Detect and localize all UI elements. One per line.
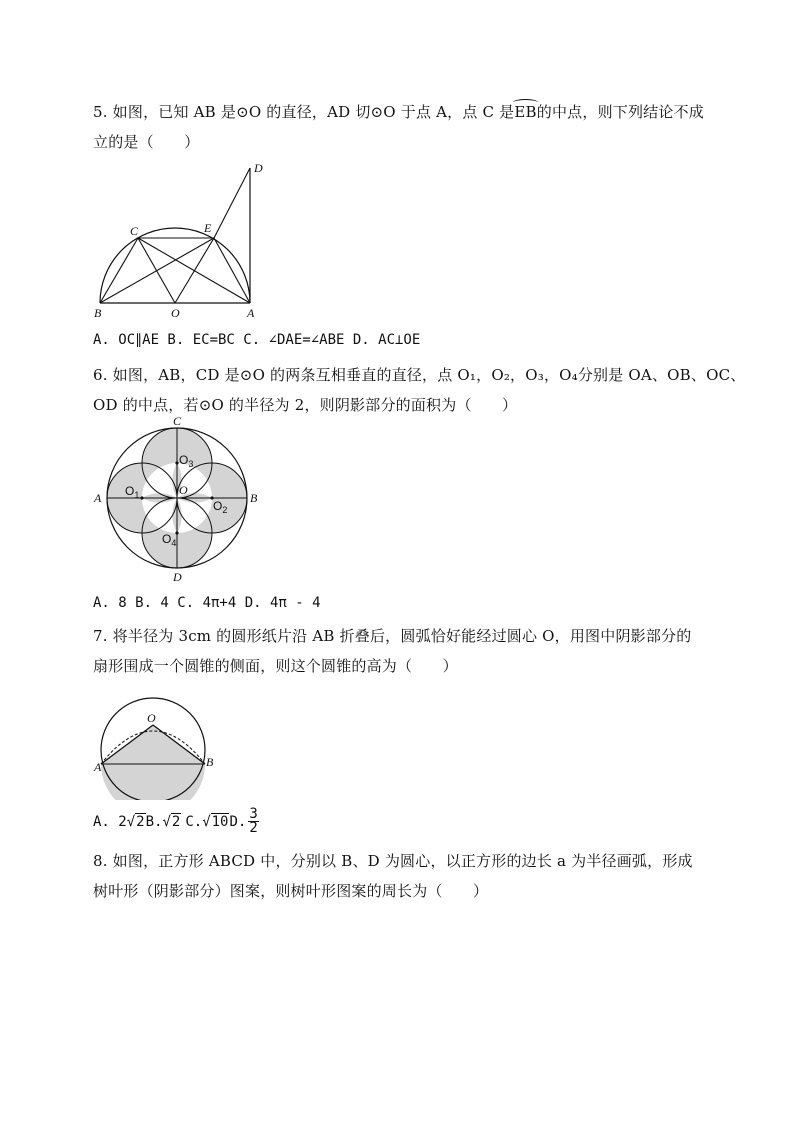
q5-options: A. OC∥AE B. EC=BC C. ∠DAE=∠ABE D. AC⊥OE: [93, 332, 421, 348]
q8-text-line2: 树叶形（阴影部分）图案，则树叶形图案的周长为（ ）: [93, 882, 489, 900]
q6-options: A. 8 B. 4 C. 4π+4 D. 4π - 4: [93, 595, 321, 611]
label-b: B: [206, 755, 214, 769]
label-o: O: [147, 711, 156, 725]
q7-figure: [90, 680, 220, 800]
q6-figure: [90, 414, 270, 586]
q5-figure: [90, 158, 270, 320]
label-a: A: [94, 491, 102, 505]
q5-arc-eb: EB: [514, 103, 537, 121]
q7-options: [93, 808, 259, 835]
q7-opt-d-fraction: $\frac{3}{2}$: [249, 806, 258, 836]
q8-text-line1: 8. 如图，正方形 ABCD 中，分别以 B、D 为圆心，以正方形的边长 a 为半径画弧，形成: [93, 852, 693, 870]
label-o4: $O_4$: [162, 532, 177, 548]
q7-opt-b-sqrt: √2: [162, 813, 181, 830]
label-d: D: [173, 570, 182, 584]
label-a: A: [94, 760, 102, 774]
label-o2: $O_2$: [213, 499, 228, 515]
q7-text-line1: 7. 将半径为 3cm 的圆形纸片沿 AB 折叠后，圆弧恰好能经过圆心 O，用图中阴影部分的: [93, 627, 692, 645]
label-a: A: [247, 306, 255, 320]
label-o1: $O_1$: [125, 484, 140, 500]
q5-text-line2: 立的是（ ）: [93, 133, 200, 151]
label-o: O: [179, 483, 188, 497]
label-d: D: [254, 161, 263, 175]
q5-text-line1: [93, 101, 704, 122]
q6-text-line1: 6. 如图，AB，CD 是⊙O 的两条互相垂直的直径，点 O₁，O₂，O₃，O₄分别是 OA、OB、OC、: [93, 366, 746, 384]
q6-text-line2: OD 的中点，若⊙O 的半径为 2，则阴影部分的面积为（ ）: [93, 396, 518, 414]
label-o: O: [171, 306, 180, 320]
q7-opt-d: D.: [229, 813, 247, 830]
q7-opt-a: A. 2: [93, 813, 127, 830]
q7-opt-a-sqrt: √2: [126, 813, 145, 830]
label-e: E: [204, 221, 212, 235]
label-o3: $O_3$: [179, 453, 194, 469]
q7-opt-c-sqrt: √10: [202, 813, 229, 830]
q5-text-b: 的中点，则下列结论不成: [536, 103, 704, 121]
label-c: C: [173, 414, 182, 428]
label-b: B: [94, 306, 102, 320]
q7-opt-c: C.: [185, 813, 203, 830]
q7-text-line2: 扇形围成一个圆锥的侧面，则这个圆锥的高为（ ）: [93, 657, 458, 675]
label-c: C: [130, 224, 139, 238]
label-b: B: [250, 491, 258, 505]
q7-opt-b: B.: [145, 813, 163, 830]
q5-text-a: 5. 如图，已知 AB 是⊙O 的直径，AD 切⊙O 于点 A，点 C 是: [93, 103, 515, 121]
